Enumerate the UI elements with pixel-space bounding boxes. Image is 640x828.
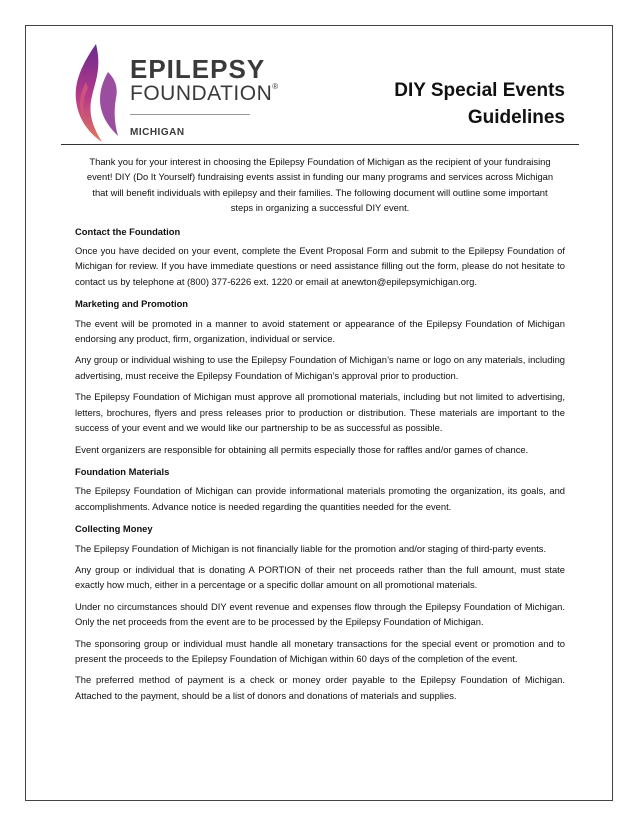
document-page [25,25,613,801]
section-marketing [75,296,565,457]
section-heading: Contact the Foundation [75,225,181,237]
paragraph: The event will be promoted in a manner to avoid statement or appearance of the Epilepsy Foundation of Michigan endorsing any product, firm, organization, individual or service. [75,317,565,345]
paragraph: The Epilepsy Foundation of Michigan must approve all promotional materials, including but not limited to advertising, letters, brochures, flyers and press releases prior to production or distribution. These materials are important to the success of your event and we would like our partnership to be as successful as possible. [75,391,565,434]
logo-divider [130,114,250,115]
epilepsy-foundation-logo [62,42,279,146]
paragraph: Event organizers are responsible for obtaining all permits especially those for raffles and/or games of chance. [75,443,529,455]
intro-paragraph: Thank you for your interest in choosing the Epilepsy Foundation of Michigan as the recipient of your fundraising event! DIY (Do It Yourself) fundraising events assist in funding our many programs and services across Michigan that will benefit individuals with epilepsy and their families. The following document will outline some important steps in organizing a successful DIY event. [86,156,554,214]
title-line-2: Guidelines [467,107,565,128]
section-heading: Collecting Money [75,523,153,535]
paragraph: Any group or individual that is donating A PORTION of their net proceeds rather than the full amount, must state exactly how much, either in a percentage or a specific dollar amount on all promotional materials. [75,563,565,591]
logo-text-epilepsy: EPILEPSY [130,54,266,84]
paragraph: Under no circumstances should DIY event revenue and expenses flow through the Epilepsy Foundation of Michigan. Only the net proceeds from the event are to be processed by the Epilepsy Foundation of Michigan. [75,600,565,628]
title-line-1: DIY Special Events [394,80,565,101]
logo-foundation-word: FOUNDATION [130,82,273,105]
paragraph: Any group or individual wishing to use the Epilepsy Foundation of Michigan’s name or logo on any materials, including advertising, must receive the Epilepsy Foundation of Michigan’s approval prior to production. [75,354,565,381]
registered-mark: ® [272,82,279,91]
section-heading: Marketing and Promotion [75,298,189,310]
paragraph: The Epilepsy Foundation of Michigan is not financially liable for the promotion and/or staging of third-party events. [75,542,547,554]
section-heading: Foundation Materials [75,465,170,477]
header-divider [61,144,579,145]
flame-logo-icon [62,42,126,146]
paragraph: The Epilepsy Foundation of Michigan can provide informational materials promoting the organization, its goals, and accomplishments. Advance notice is needed regarding the quantities needed for the event. [75,485,565,512]
paragraph: The preferred method of payment is a check or money order payable to the Epilepsy Foundation of Michigan. Attached to the payment, should be a list of donors and donations of materials and supplies. [75,674,565,701]
logo-text-michigan: MICHIGAN [130,127,185,138]
paragraph: Once you have decided on your event, complete the Event Proposal Form and submit to the Epilepsy Foundation of Michigan for review. If you have immediate questions or need assistance filling out the form, please do not hesitate to contact us by telephone at (800) 377-6226 ext. 1220 or email at anewton@epilepsymichigan.org. [75,245,565,287]
section-contact [75,224,565,290]
section-materials [75,464,565,514]
logo-text-foundation [130,83,279,104]
document-title [394,77,565,131]
paragraph: The sponsoring group or individual must handle all monetary transactions for the special event or promotion and to present the proceeds to the Epilepsy Foundation of Michigan within 60 days of the completion of the event. [75,637,565,664]
document-body [75,154,565,710]
section-collecting-money [75,521,565,703]
